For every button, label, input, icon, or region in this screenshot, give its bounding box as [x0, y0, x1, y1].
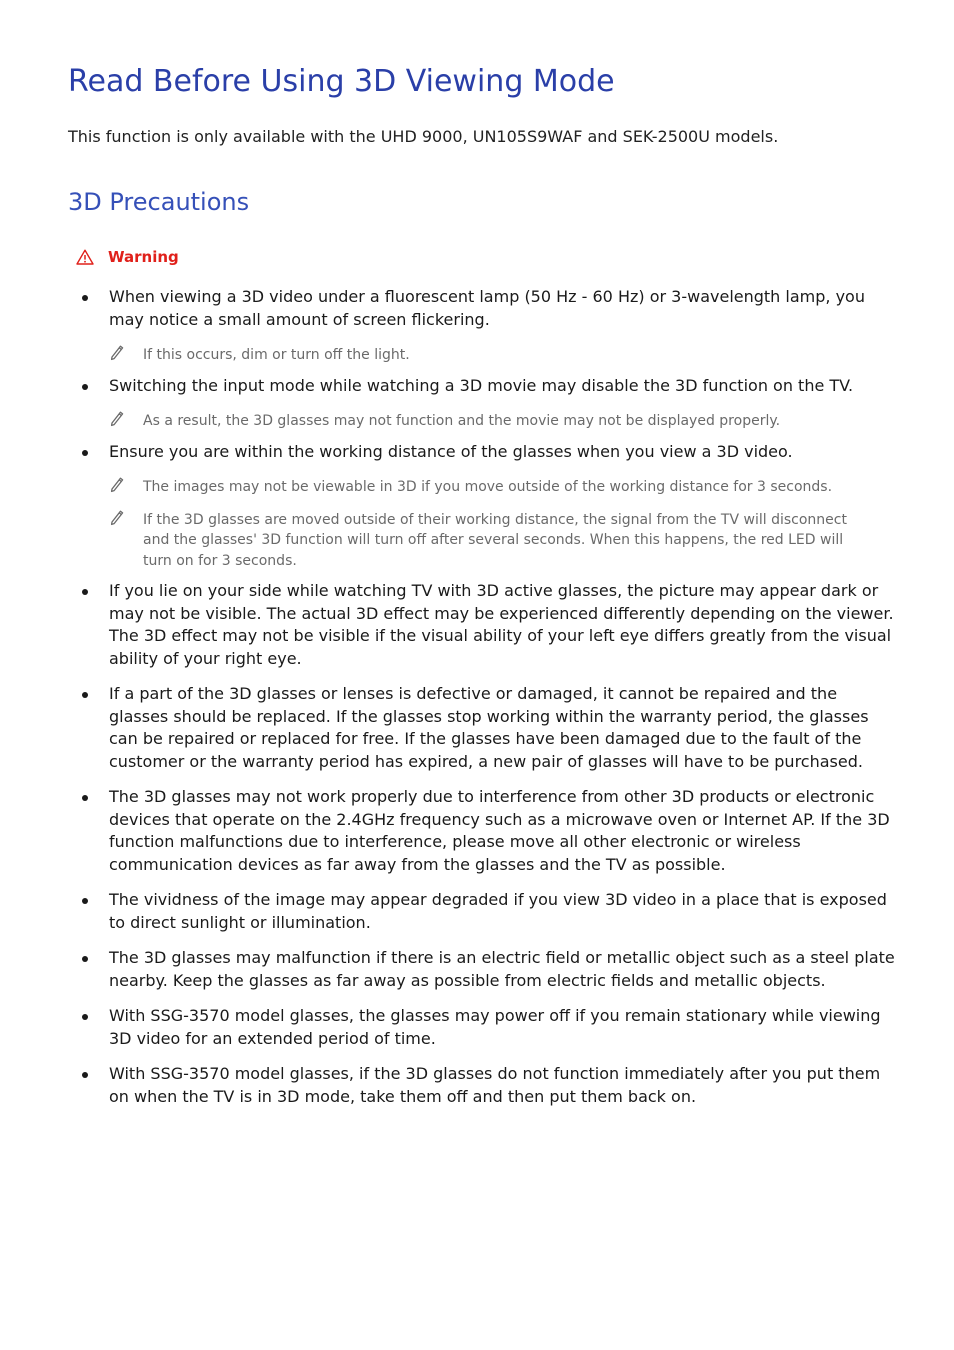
list-item-text: Switching the input mode while watching a 3D movie may disable the 3D function on the TV. [109, 375, 854, 395]
note [109, 345, 873, 366]
page-title: Read Before Using 3D Viewing Mode [68, 64, 615, 99]
note-text: If this occurs, dim or turn off the light. [143, 347, 410, 363]
bullet-icon [82, 589, 88, 595]
bullet-icon [82, 450, 88, 456]
pencil-icon [109, 475, 125, 497]
pencil-icon [109, 409, 125, 431]
warning-icon [76, 249, 94, 265]
precautions-list [0, 286, 954, 1108]
list-item-text: The vividness of the image may appear degraded if you view 3D video in a place that is exposed to direct sunlight or illumination. [109, 890, 887, 932]
bullet-icon [82, 692, 88, 698]
note-text: If the 3D glasses are moved outside of their working distance, the signal from the TV will disconnect and the glasses' 3D function will turn off after several seconds. When this happens, the red LED will turn on for 3 seconds. [143, 511, 847, 569]
list-item [0, 580, 895, 670]
bullet-icon [82, 795, 88, 801]
list-item [0, 1063, 895, 1108]
note-text: The images may not be viewable in 3D if you move outside of the working distance for 3 seconds. [143, 479, 833, 495]
list-item-text: If a part of the 3D glasses or lenses is defective or damaged, it cannot be repaired and the glasses should be replaced. If the glasses stop working within the warranty period, the glasses can be repaired or replaced for free. If the glasses have been damaged due to the fault of the customer or the warranty period has expired, a new pair of glasses will have to be purchased. [109, 684, 869, 771]
note [109, 510, 873, 572]
note-text: As a result, the 3D glasses may not function and the movie may not be displayed properly. [143, 413, 781, 429]
pencil-icon [109, 343, 125, 365]
list-item [0, 1005, 895, 1050]
list-item [0, 375, 895, 432]
list-item [0, 286, 895, 366]
pencil-icon [109, 508, 125, 530]
bullet-icon [82, 384, 88, 390]
note [109, 411, 873, 432]
bullet-icon [82, 1072, 88, 1078]
section-title: 3D Precautions [68, 188, 250, 216]
note [109, 477, 873, 498]
bullet-icon [82, 898, 88, 904]
list-item-text: With SSG-3570 model glasses, the glasses may power off if you remain stationary while viewing 3D video for an extended period of time. [109, 1006, 881, 1048]
list-item-text: With SSG-3570 model glasses, if the 3D glasses do not function immediately after you put them on when the TV is in 3D mode, take them off and then put them back on. [109, 1064, 881, 1106]
warning-text: Warning [108, 248, 179, 266]
list-item [0, 441, 895, 572]
list-item-text: Ensure you are within the working distance of the glasses when you view a 3D video. [109, 441, 793, 461]
list-item [0, 889, 895, 934]
list-item-text: When viewing a 3D video under a fluorescent lamp (50 Hz - 60 Hz) or 3-wavelength lamp, you may notice a small amount of screen flickering. [109, 287, 865, 329]
list-item [0, 786, 895, 876]
warning-label [76, 246, 179, 268]
list-item-text: The 3D glasses may not work properly due to interference from other 3D products or electronic devices that operate on the 2.4GHz frequency such as a microwave oven or Internet AP. If the 3D function malfunctions due to interference, please move all other electronic or wireless communication devices as far away from the glasses and the TV as possible. [109, 787, 890, 874]
bullet-icon [82, 1014, 88, 1020]
intro-text: This function is only available with the UHD 9000, UN105S9WAF and SEK-2500U models. [68, 127, 779, 146]
list-item [0, 683, 895, 773]
list-item-text: If you lie on your side while watching TV with 3D active glasses, the picture may appear dark or may not be visible. The actual 3D effect may be experienced differently depending on the viewer. The 3D effect may not be visible if the visual ability of your left eye differs greatly from the visual ability of your right eye. [109, 581, 894, 668]
bullet-icon [82, 295, 88, 301]
bullet-icon [82, 956, 88, 962]
list-item-text: The 3D glasses may malfunction if there is an electric field or metallic object such as a steel plate nearby. Keep the glasses as far away as possible from electric fields and metallic objects. [109, 948, 895, 990]
list-item [0, 947, 895, 992]
